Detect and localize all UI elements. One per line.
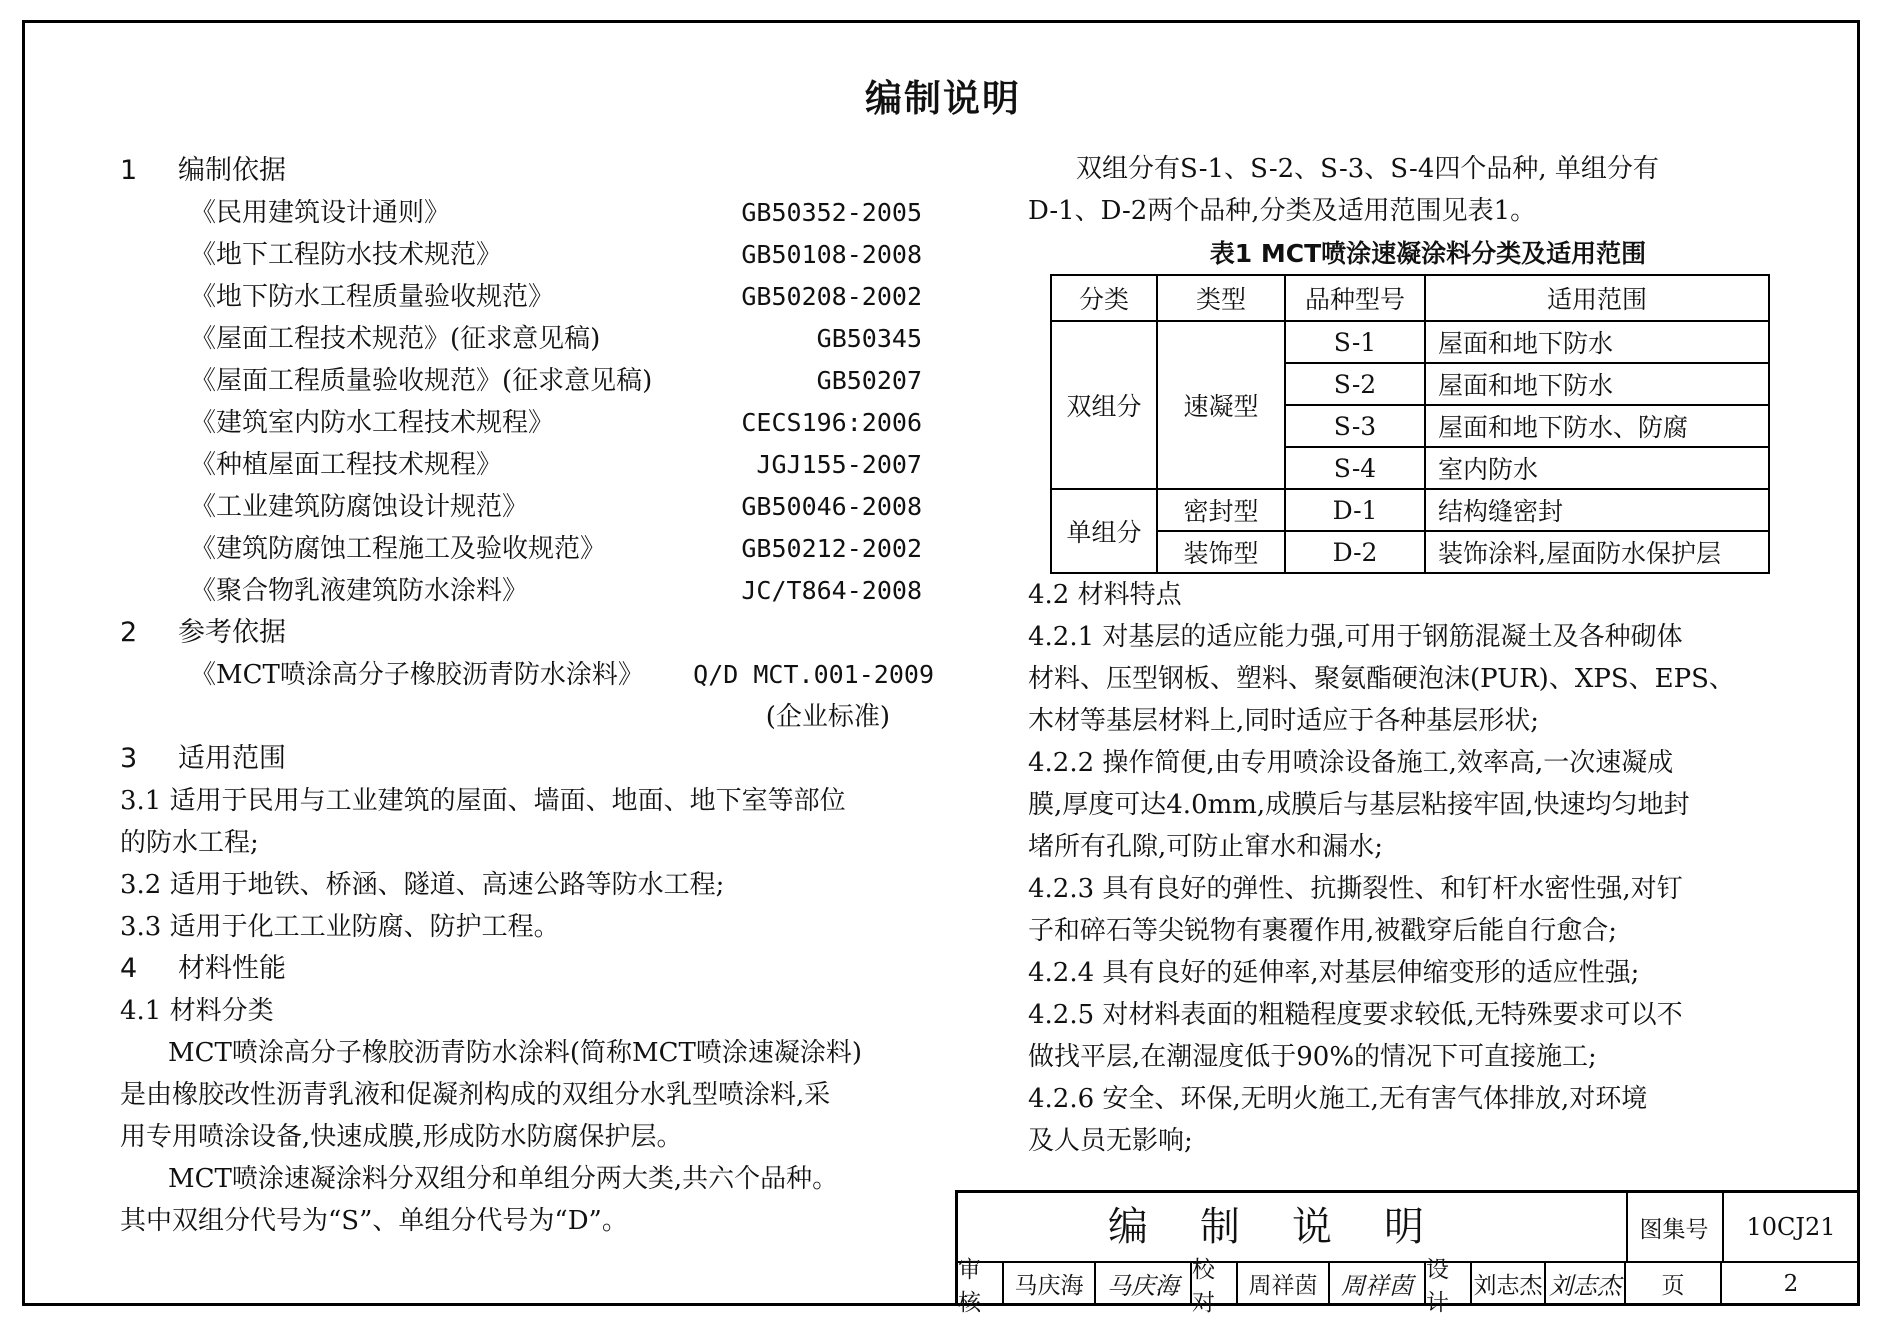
title-block — [955, 1190, 1860, 1316]
reference-item — [120, 192, 950, 234]
reference-code: JGJ155-2007 — [756, 450, 922, 479]
reference-name: 《工业建筑防腐蚀设计规范》 — [190, 492, 529, 522]
scope-cell: 装饰涂料,屋面防水保护层 — [1425, 531, 1769, 573]
reference-name: 《屋面工程技术规范》(征求意见稿) — [190, 324, 601, 354]
page-number: 2 — [1783, 1270, 1799, 1297]
atlas-number: 10CJ21 — [1746, 1213, 1836, 1241]
clause-line: 膜,厚度可达4.0mm,成膜后与基层粘接牢固,快速均匀地封 — [1028, 790, 1690, 820]
paragraph-line: 其中双组分代号为“S”、单组分代号为“D”。 — [120, 1206, 628, 1236]
table-header: 类型 — [1157, 275, 1285, 321]
clause-4-1: 4.1 材料分类 — [120, 996, 274, 1026]
scope-cell: 结构缝密封 — [1425, 489, 1769, 531]
reference-item — [120, 318, 950, 360]
table-row — [1051, 489, 1769, 531]
scope-cell: 室内防水 — [1425, 447, 1769, 489]
clause-line: 木材等基层材料上,同时适应于各种基层形状; — [1028, 706, 1540, 736]
paragraph-line: MCT喷涂速凝涂料分双组分和单组分两大类,共六个品种。 — [168, 1164, 839, 1194]
title-block-row — [958, 1256, 1860, 1316]
table-header: 品种型号 — [1285, 275, 1425, 321]
review-label: 审核 — [958, 1261, 1004, 1306]
reference-code: GB50345 — [816, 324, 922, 353]
type-cell: 速凝型 — [1157, 321, 1285, 489]
reference-code: GB50046-2008 — [741, 492, 922, 521]
reference-name: 《民用建筑设计通则》 — [190, 198, 451, 228]
check-label: 校对 — [1192, 1261, 1238, 1306]
reference-code: GB50208-2002 — [741, 282, 922, 311]
paragraph-line: 用专用喷涂设备,快速成膜,形成防水防腐保护层。 — [120, 1122, 683, 1152]
clause-line: 及人员无影响; — [1028, 1126, 1193, 1156]
reviewer-name: 马庆海 — [1004, 1261, 1096, 1306]
page-title: 编制说明 — [865, 77, 1021, 120]
scope-cell: 屋面和地下防水、防腐 — [1425, 405, 1769, 447]
paragraph-line: 是由橡胶改性沥青乳液和促凝剂构成的双组分水乳型喷涂料,采 — [120, 1080, 831, 1110]
intro-line: 双组分有S-1、S-2、S-3、S-4四个品种, 单组分有 — [1076, 154, 1659, 184]
clause-4-2-6: 4.2.6 安全、环保,无明火施工,无有害气体排放,对环境 — [1028, 1084, 1648, 1114]
table-header: 分类 — [1051, 275, 1157, 321]
reference-item — [120, 570, 950, 612]
section-1-heading: 1 编制依据 — [120, 155, 286, 186]
title-block-title: 编制说明 — [958, 1193, 1628, 1261]
reference-code: GB50352-2005 — [741, 198, 922, 227]
checker-name: 周祥茵 — [1238, 1261, 1330, 1306]
type-cell: 装饰型 — [1157, 531, 1285, 573]
checker-signature: 周祥茵 — [1330, 1261, 1426, 1306]
clause-3-2: 3.2 适用于地铁、桥涵、隧道、高速公路等防水工程; — [120, 870, 725, 900]
section-4-heading: 4 材料性能 — [120, 953, 286, 984]
title-block-row — [958, 1193, 1860, 1263]
page-label: 页 — [1626, 1261, 1722, 1306]
reference-item: 《MCT喷涂高分子橡胶沥青防水涂料》 Q/D MCT.001-2009 — [190, 660, 934, 690]
clause-3-1-cont: 的防水工程; — [120, 828, 259, 858]
clause-4-2: 4.2 材料特点 — [1028, 580, 1182, 610]
reference-item — [120, 486, 950, 528]
intro-line: D-1、D-2两个品种,分类及适用范围见表1。 — [1028, 196, 1537, 226]
clause-3-1: 3.1 适用于民用与工业建筑的屋面、墙面、地面、地下室等部位 — [120, 786, 846, 816]
group-cell: 单组分 — [1051, 489, 1157, 573]
model-cell: S-3 — [1285, 405, 1425, 447]
right-column — [1028, 148, 1828, 1162]
reference-name: 《屋面工程质量验收规范》(征求意见稿) — [190, 366, 653, 396]
model-cell: D-2 — [1285, 531, 1425, 573]
design-label: 设计 — [1426, 1261, 1472, 1306]
reference-item — [120, 528, 950, 570]
reference-item — [120, 444, 950, 486]
clause-line: 堵所有孔隙,可防止窜水和漏水; — [1028, 832, 1384, 862]
reference-item — [120, 360, 950, 402]
reviewer-signature: 马庆海 — [1096, 1261, 1192, 1306]
reference-list — [120, 192, 950, 612]
table-header-row — [1051, 275, 1769, 321]
section-2-heading: 2 参考依据 — [120, 617, 286, 648]
group-cell: 双组分 — [1051, 321, 1157, 489]
clause-4-2-4: 4.2.4 具有良好的延伸率,对基层伸缩变形的适应性强; — [1028, 958, 1640, 988]
table-caption: 表1 MCT喷涂速凝涂料分类及适用范围 — [1209, 239, 1647, 268]
clause-4-2-5: 4.2.5 对材料表面的粗糙程度要求较低,无特殊要求可以不 — [1028, 1000, 1683, 1030]
reference-code: GB50207 — [816, 366, 922, 395]
clause-line: 子和碎石等尖锐物有裹覆作用,被戳穿后能自行愈合; — [1028, 916, 1618, 946]
reference-name: 《聚合物乳液建筑防水涂料》 — [190, 576, 529, 606]
designer-signature: 刘志杰 — [1546, 1261, 1626, 1306]
table-header: 适用范围 — [1425, 275, 1769, 321]
paragraph-line: MCT喷涂高分子橡胶沥青防水涂料(简称MCT喷涂速凝涂料) — [168, 1038, 863, 1068]
clause-line: 材料、压型钢板、塑料、聚氨酯硬泡沫(PUR)、XPS、EPS、 — [1028, 664, 1735, 694]
reference-name: 《地下工程防水技术规范》 — [190, 240, 503, 270]
model-cell: S-4 — [1285, 447, 1425, 489]
model-cell: D-1 — [1285, 489, 1425, 531]
reference-name: 《地下防水工程质量验收规范》 — [190, 282, 555, 312]
section-3-heading: 3 适用范围 — [120, 743, 286, 774]
clause-3-3: 3.3 适用于化工工业防腐、防护工程。 — [120, 912, 560, 942]
reference-code: CECS196:2006 — [741, 408, 922, 437]
reference-code: GB50108-2008 — [741, 240, 922, 269]
scope-cell: 屋面和地下防水 — [1425, 363, 1769, 405]
clause-4-2-2: 4.2.2 操作简便,由专用喷涂设备施工,效率高,一次速凝成 — [1028, 748, 1674, 778]
clause-line: 做找平层,在潮湿度低于90%的情况下可直接施工; — [1028, 1042, 1597, 1072]
reference-note: (企业标准) — [765, 702, 890, 732]
atlas-label: 图集号 — [1626, 1193, 1724, 1261]
type-cell: 密封型 — [1157, 489, 1285, 531]
clause-4-2-1: 4.2.1 对基层的适应能力强,可用于钢筋混凝土及各种砌体 — [1028, 622, 1683, 652]
scope-cell: 屋面和地下防水 — [1425, 321, 1769, 363]
reference-item — [120, 276, 950, 318]
table-row — [1051, 321, 1769, 363]
reference-code: JC/T864-2008 — [741, 576, 922, 605]
table-row — [1051, 531, 1769, 573]
reference-item — [120, 402, 950, 444]
left-column — [120, 150, 950, 1242]
reference-name: 《种植屋面工程技术规程》 — [190, 450, 503, 480]
reference-item — [120, 234, 950, 276]
reference-name: 《建筑室内防水工程技术规程》 — [190, 408, 555, 438]
designer-name: 刘志杰 — [1472, 1261, 1546, 1306]
classification-table — [1050, 274, 1770, 574]
clause-4-2-3: 4.2.3 具有良好的弹性、抗撕裂性、和钉杆水密性强,对钉 — [1028, 874, 1683, 904]
reference-name: 《建筑防腐蚀工程施工及验收规范》 — [190, 534, 607, 564]
model-cell: S-1 — [1285, 321, 1425, 363]
model-cell: S-2 — [1285, 363, 1425, 405]
reference-code: GB50212-2002 — [741, 534, 922, 563]
